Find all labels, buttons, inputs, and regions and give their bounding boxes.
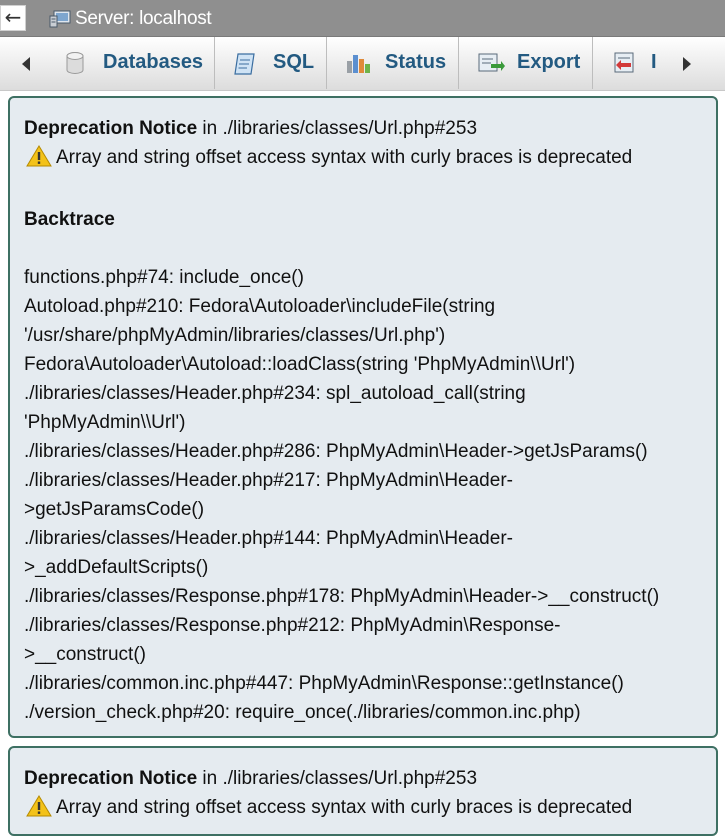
tab-bar — [0, 37, 725, 91]
backtrace-line: >__construct() — [24, 644, 146, 665]
warning-icon — [26, 145, 52, 176]
backtrace-line: 'PhpMyAdmin\\Url') — [24, 412, 186, 433]
notice-heading: Deprecation Notice — [24, 118, 198, 139]
backtrace-line: ./libraries/common.inc.php#447: PhpMyAdmin\Response::getInstance() — [24, 673, 624, 694]
database-icon — [64, 51, 86, 81]
tab-label: Export — [517, 51, 581, 73]
back-button[interactable] — [0, 5, 26, 31]
backtrace-line: ./libraries/classes/Header.php#286: PhpMyAdmin\Header->getJsParams() — [24, 441, 648, 462]
tab-databases[interactable] — [48, 37, 215, 89]
export-icon — [477, 51, 505, 81]
notice-header — [24, 114, 702, 143]
backtrace-line: '/usr/share/phpMyAdmin/libraries/classes/Url.php') — [24, 325, 446, 346]
server-icon — [49, 10, 71, 33]
notice-message-row — [24, 143, 702, 176]
tab-import[interactable] — [593, 37, 673, 89]
backtrace-heading: Backtrace — [24, 209, 115, 230]
backtrace-line: ./libraries/classes/Header.php#217: PhpMyAdmin\Header- — [24, 470, 513, 491]
tab-status[interactable] — [327, 37, 459, 89]
backtrace-line: Autoload.php#210: Fedora\Autoloader\includeFile(string — [24, 296, 496, 317]
tab-label: Databases — [103, 51, 204, 73]
scroll-right-icon[interactable] — [681, 56, 693, 77]
import-icon — [611, 51, 637, 81]
notice-header — [24, 764, 702, 793]
tab-label: SQL — [273, 51, 315, 73]
deprecation-notice — [8, 96, 718, 738]
server-title: Server: localhost — [75, 8, 212, 29]
back-arrow-icon: ← — [4, 5, 22, 29]
backtrace-line: ./libraries/classes/Response.php#178: PhpMyAdmin\Header->__construct() — [24, 586, 660, 607]
notice-heading: Deprecation Notice — [24, 768, 198, 789]
backtrace-line: ./version_check.php#20: require_once(./libraries/common.inc.php) — [24, 702, 581, 723]
backtrace-line: ./libraries/classes/Response.php#212: PhpMyAdmin\Response- — [24, 615, 561, 636]
backtrace-line: ./libraries/classes/Header.php#234: spl_autoload_call(string — [24, 383, 526, 404]
tab-sql[interactable] — [215, 37, 327, 89]
title-bar — [0, 0, 725, 37]
deprecation-notice — [8, 746, 718, 836]
tab-export[interactable] — [459, 37, 593, 89]
notice-message: Array and string offset access syntax with curly braces is deprecated — [56, 797, 633, 818]
notice-message-row — [24, 793, 702, 826]
warning-icon — [26, 795, 52, 826]
status-icon — [345, 51, 371, 81]
tab-label: I — [651, 51, 657, 73]
tab-label: Status — [385, 51, 447, 73]
backtrace-list — [24, 263, 702, 727]
sql-icon — [233, 51, 257, 83]
backtrace-line: ./libraries/classes/Header.php#144: PhpMyAdmin\Header- — [24, 528, 513, 549]
backtrace-line: functions.php#74: include_once() — [24, 267, 304, 288]
backtrace-line: >getJsParamsCode() — [24, 499, 205, 520]
notice-location: in ./libraries/classes/Url.php#253 — [197, 118, 478, 139]
notice-message: Array and string offset access syntax with curly braces is deprecated — [56, 147, 633, 168]
backtrace-line: Fedora\Autoloader\Autoload::loadClass(string 'PhpMyAdmin\\Url') — [24, 354, 576, 375]
notice-location: in ./libraries/classes/Url.php#253 — [197, 768, 478, 789]
backtrace-line: >_addDefaultScripts() — [24, 557, 209, 578]
scroll-left-icon[interactable] — [20, 56, 32, 77]
